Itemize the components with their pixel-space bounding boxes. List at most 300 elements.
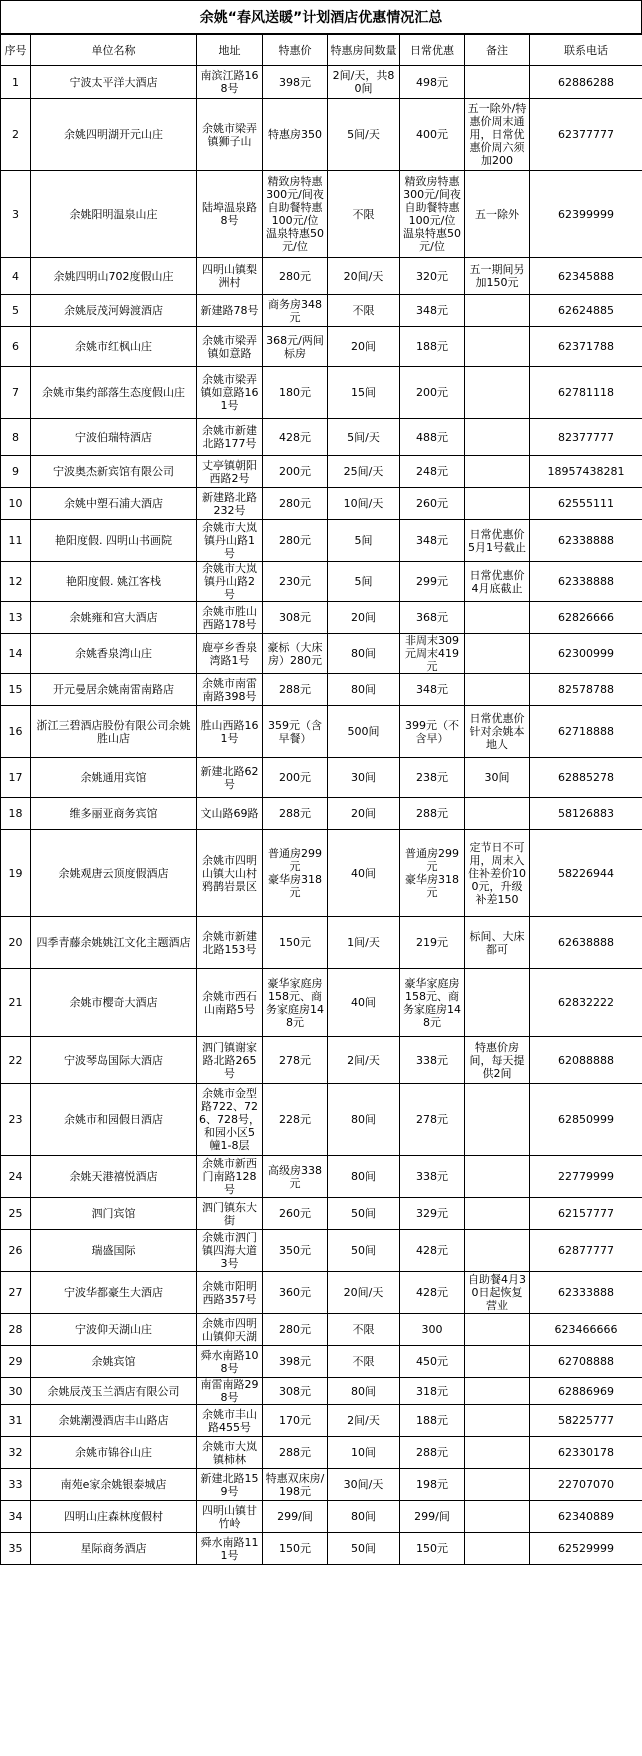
cell-remarks (465, 634, 530, 674)
cell-daily-discount: 豪华家庭房158元、商务家庭房148元 (400, 969, 465, 1037)
table-row (1, 1314, 642, 1346)
cell-room-count: 20间 (328, 602, 400, 634)
cell-address: 余姚市金型路722、726、728号，和园小区5幢1-8层 (197, 1084, 263, 1156)
cell-name: 宁波太平洋大酒店 (31, 66, 197, 99)
table-row (1, 1084, 642, 1156)
cell-phone: 62529999 (530, 1533, 642, 1565)
table-row (1, 1533, 642, 1565)
cell-special-price: 398元 (263, 1346, 328, 1378)
cell-index: 10 (1, 488, 31, 520)
cell-daily-discount: 精致房特惠300元/间夜 自助餐特惠100元/位 温泉特惠50元/位 (400, 171, 465, 258)
cell-remarks (465, 1405, 530, 1437)
cell-special-price: 398元 (263, 66, 328, 99)
cell-special-price: 150元 (263, 917, 328, 969)
cell-address: 新建北路62号 (197, 758, 263, 798)
cell-special-price: 260元 (263, 1198, 328, 1230)
table-row (1, 1346, 642, 1378)
header-cell-special-price: 特惠价 (263, 35, 328, 66)
cell-index: 31 (1, 1405, 31, 1437)
table-row (1, 419, 642, 456)
sheet-title: 余姚“春风送暖”计划酒店优惠情况汇总 (0, 0, 642, 34)
cell-phone: 62555111 (530, 488, 642, 520)
cell-index: 24 (1, 1156, 31, 1198)
cell-daily-discount: 198元 (400, 1469, 465, 1501)
cell-address: 余姚市西石山南路5号 (197, 969, 263, 1037)
cell-address: 余姚市新建北路177号 (197, 419, 263, 456)
cell-address: 余姚市梁弄镇如意路 (197, 327, 263, 367)
cell-room-count: 20间/天 (328, 258, 400, 295)
cell-remarks (465, 66, 530, 99)
cell-phone: 62832222 (530, 969, 642, 1037)
cell-name: 宁波琴岛国际大酒店 (31, 1037, 197, 1084)
cell-remarks (465, 1346, 530, 1378)
cell-daily-discount: 288元 (400, 1437, 465, 1469)
cell-daily-discount: 非周末309元周末419元 (400, 634, 465, 674)
header-cell-name: 单位名称 (31, 35, 197, 66)
cell-room-count: 50间 (328, 1230, 400, 1272)
cell-remarks (465, 1501, 530, 1533)
cell-special-price: 350元 (263, 1230, 328, 1272)
cell-special-price: 150元 (263, 1533, 328, 1565)
cell-index: 4 (1, 258, 31, 295)
cell-index: 18 (1, 798, 31, 830)
cell-index: 16 (1, 706, 31, 758)
cell-index: 15 (1, 674, 31, 706)
cell-phone: 58225777 (530, 1405, 642, 1437)
cell-daily-discount: 150元 (400, 1533, 465, 1565)
cell-name: 余姚阳明温泉山庄 (31, 171, 197, 258)
cell-remarks: 特惠价房间，每天提供2间 (465, 1037, 530, 1084)
cell-phone: 62850999 (530, 1084, 642, 1156)
cell-remarks (465, 1378, 530, 1405)
cell-daily-discount: 普通房299元 豪华房318元 (400, 830, 465, 917)
table-row (1, 171, 642, 258)
cell-address: 余姚市梁弄镇如意路161号 (197, 367, 263, 419)
cell-address: 余姚市四明山镇仰天湖 (197, 1314, 263, 1346)
cell-address: 丈亭镇朝阳西路2号 (197, 456, 263, 488)
cell-remarks (465, 969, 530, 1037)
cell-phone: 22707070 (530, 1469, 642, 1501)
cell-daily-discount: 300 (400, 1314, 465, 1346)
header-cell-remarks: 备注 (465, 35, 530, 66)
cell-name: 余姚市樱奇大酒店 (31, 969, 197, 1037)
cell-daily-discount: 450元 (400, 1346, 465, 1378)
cell-daily-discount: 338元 (400, 1156, 465, 1198)
cell-daily-discount: 348元 (400, 674, 465, 706)
cell-name: 余姚四明山702度假山庄 (31, 258, 197, 295)
cell-address: 四明山镇梨洲村 (197, 258, 263, 295)
cell-daily-discount: 338元 (400, 1037, 465, 1084)
cell-phone: 58226944 (530, 830, 642, 917)
cell-room-count: 不限 (328, 1346, 400, 1378)
cell-index: 3 (1, 171, 31, 258)
cell-index: 28 (1, 1314, 31, 1346)
cell-index: 27 (1, 1272, 31, 1314)
cell-room-count: 80间 (328, 1501, 400, 1533)
cell-name: 星际商务酒店 (31, 1533, 197, 1565)
cell-daily-discount: 498元 (400, 66, 465, 99)
cell-remarks: 日常优惠价5月1号截止 (465, 520, 530, 562)
cell-room-count: 2间/天，共80间 (328, 66, 400, 99)
cell-special-price: 360元 (263, 1272, 328, 1314)
cell-index: 8 (1, 419, 31, 456)
cell-name: 泗门宾馆 (31, 1198, 197, 1230)
cell-phone: 62638888 (530, 917, 642, 969)
cell-index: 7 (1, 367, 31, 419)
cell-name: 南苑e家余姚银泰城店 (31, 1469, 197, 1501)
cell-special-price: 230元 (263, 562, 328, 602)
cell-remarks: 五一除外/特惠价周末通用，日常优惠价周六须加200 (465, 99, 530, 171)
cell-phone: 62333888 (530, 1272, 642, 1314)
table-row (1, 258, 642, 295)
cell-special-price: 359元（含早餐） (263, 706, 328, 758)
cell-index: 1 (1, 66, 31, 99)
cell-index: 33 (1, 1469, 31, 1501)
cell-address: 舜水南路111号 (197, 1533, 263, 1565)
cell-phone: 62886969 (530, 1378, 642, 1405)
table-row (1, 1501, 642, 1533)
cell-remarks: 五一期间另加150元 (465, 258, 530, 295)
cell-name: 余姚潮漫酒店丰山路店 (31, 1405, 197, 1437)
cell-room-count: 30间 (328, 758, 400, 798)
cell-index: 12 (1, 562, 31, 602)
cell-phone: 62330178 (530, 1437, 642, 1469)
table-row (1, 99, 642, 171)
header-cell-daily-discount: 日常优惠 (400, 35, 465, 66)
cell-daily-discount: 428元 (400, 1230, 465, 1272)
cell-phone: 58126883 (530, 798, 642, 830)
cell-address: 新建北路159号 (197, 1469, 263, 1501)
cell-index: 35 (1, 1533, 31, 1565)
table-row (1, 830, 642, 917)
cell-remarks (465, 1469, 530, 1501)
cell-remarks (465, 419, 530, 456)
cell-address: 胜山西路161号 (197, 706, 263, 758)
cell-phone: 62088888 (530, 1037, 642, 1084)
table-row (1, 1437, 642, 1469)
cell-name: 余姚四明湖开元山庄 (31, 99, 197, 171)
cell-special-price: 288元 (263, 674, 328, 706)
cell-name: 维多丽亚商务宾馆 (31, 798, 197, 830)
cell-special-price: 299/间 (263, 1501, 328, 1533)
cell-special-price: 高级房338元 (263, 1156, 328, 1198)
cell-address: 余姚市南雷南路398号 (197, 674, 263, 706)
header-cell-phone: 联系电话 (530, 35, 642, 66)
cell-room-count: 1间/天 (328, 917, 400, 969)
cell-name: 余姚雍和宫大酒店 (31, 602, 197, 634)
cell-index: 23 (1, 1084, 31, 1156)
cell-address: 余姚市梁弄镇狮子山 (197, 99, 263, 171)
cell-index: 11 (1, 520, 31, 562)
cell-special-price: 商务房348元 (263, 295, 328, 327)
cell-room-count: 30间/天 (328, 1469, 400, 1501)
cell-remarks (465, 1314, 530, 1346)
cell-phone: 82377777 (530, 419, 642, 456)
cell-room-count: 40间 (328, 969, 400, 1037)
cell-room-count: 10间/天 (328, 488, 400, 520)
cell-remarks (465, 1084, 530, 1156)
cell-index: 26 (1, 1230, 31, 1272)
cell-phone: 62338888 (530, 562, 642, 602)
cell-special-price: 200元 (263, 456, 328, 488)
cell-address: 余姚市新建北路153号 (197, 917, 263, 969)
cell-room-count: 10间 (328, 1437, 400, 1469)
cell-room-count: 2间/天 (328, 1037, 400, 1084)
cell-address: 陆埠温泉路8号 (197, 171, 263, 258)
cell-special-price: 精致房特惠300元/间夜 自助餐特惠100元/位 温泉特惠50元/位 (263, 171, 328, 258)
cell-index: 9 (1, 456, 31, 488)
cell-remarks (465, 488, 530, 520)
cell-address: 余姚市丰山路455号 (197, 1405, 263, 1437)
cell-address: 余姚市新西门南路128号 (197, 1156, 263, 1198)
cell-address: 余姚市阳明西路357号 (197, 1272, 263, 1314)
cell-phone: 62624885 (530, 295, 642, 327)
cell-remarks: 定节日不可用，周末入住补差价100元，升级补差150 (465, 830, 530, 917)
cell-room-count: 2间/天 (328, 1405, 400, 1437)
cell-special-price: 豪标（大床房）280元 (263, 634, 328, 674)
header-cell-index: 序号 (1, 35, 31, 66)
cell-address: 余姚市泗门镇四海大道3号 (197, 1230, 263, 1272)
cell-room-count: 5间 (328, 562, 400, 602)
cell-index: 21 (1, 969, 31, 1037)
cell-phone: 62371788 (530, 327, 642, 367)
cell-name: 宁波华都豪生大酒店 (31, 1272, 197, 1314)
cell-phone: 62826666 (530, 602, 642, 634)
cell-index: 25 (1, 1198, 31, 1230)
cell-daily-discount: 488元 (400, 419, 465, 456)
cell-address: 泗门镇东大街 (197, 1198, 263, 1230)
cell-special-price: 288元 (263, 1437, 328, 1469)
cell-room-count: 80间 (328, 1156, 400, 1198)
cell-special-price: 228元 (263, 1084, 328, 1156)
cell-index: 6 (1, 327, 31, 367)
table-row (1, 520, 642, 562)
table-row (1, 674, 642, 706)
cell-daily-discount: 400元 (400, 99, 465, 171)
cell-daily-discount: 299/间 (400, 1501, 465, 1533)
cell-room-count: 80间 (328, 674, 400, 706)
cell-special-price: 180元 (263, 367, 328, 419)
cell-daily-discount: 299元 (400, 562, 465, 602)
cell-index: 17 (1, 758, 31, 798)
header-cell-address: 地址 (197, 35, 263, 66)
cell-phone: 22779999 (530, 1156, 642, 1198)
cell-special-price: 308元 (263, 602, 328, 634)
cell-room-count: 20间/天 (328, 1272, 400, 1314)
cell-address: 南雷南路298号 (197, 1378, 263, 1405)
cell-name: 余姚市集约部落生态度假山庄 (31, 367, 197, 419)
cell-name: 余姚宾馆 (31, 1346, 197, 1378)
cell-remarks (465, 1156, 530, 1198)
cell-phone: 62885278 (530, 758, 642, 798)
cell-remarks (465, 1230, 530, 1272)
table-row (1, 1230, 642, 1272)
cell-daily-discount: 260元 (400, 488, 465, 520)
table-row (1, 1378, 642, 1405)
header-cell-room-count: 特惠房间数量 (328, 35, 400, 66)
hotel-table (0, 34, 642, 1565)
cell-address: 余姚市胜山西路178号 (197, 602, 263, 634)
cell-room-count: 不限 (328, 295, 400, 327)
table-row (1, 969, 642, 1037)
cell-phone: 62708888 (530, 1346, 642, 1378)
header-row (1, 35, 642, 66)
cell-room-count: 不限 (328, 1314, 400, 1346)
cell-address: 四明山镇甘竹岭 (197, 1501, 263, 1533)
table-row (1, 634, 642, 674)
table-row (1, 1272, 642, 1314)
cell-address: 余姚市大岚镇丹山路1号 (197, 520, 263, 562)
table-row (1, 367, 642, 419)
cell-address: 新建路78号 (197, 295, 263, 327)
cell-daily-discount: 348元 (400, 520, 465, 562)
cell-special-price: 368元/两间标房 (263, 327, 328, 367)
cell-remarks (465, 367, 530, 419)
cell-name: 余姚通用宾馆 (31, 758, 197, 798)
cell-index: 22 (1, 1037, 31, 1084)
cell-special-price: 428元 (263, 419, 328, 456)
cell-name: 艳阳度假. 四明山书画院 (31, 520, 197, 562)
cell-remarks: 日常优惠价4月底截止 (465, 562, 530, 602)
table-row (1, 327, 642, 367)
cell-remarks (465, 1437, 530, 1469)
cell-remarks (465, 798, 530, 830)
cell-name: 宁波奥杰新宾馆有限公司 (31, 456, 197, 488)
cell-name: 余姚观唐云顶度假酒店 (31, 830, 197, 917)
table-row (1, 295, 642, 327)
table-row (1, 456, 642, 488)
cell-remarks: 日常优惠价针对余姚本地人 (465, 706, 530, 758)
cell-address: 余姚市四明山镇大山村鸦鹊岩景区 (197, 830, 263, 917)
cell-remarks (465, 295, 530, 327)
cell-name: 余姚市和园假日酒店 (31, 1084, 197, 1156)
cell-remarks (465, 602, 530, 634)
cell-address: 余姚市大岚镇柿林 (197, 1437, 263, 1469)
cell-room-count: 80间 (328, 1378, 400, 1405)
cell-remarks: 标间、大床都可 (465, 917, 530, 969)
cell-name: 四季青藤余姚姚江文化主题酒店 (31, 917, 197, 969)
cell-special-price: 普通房299元 豪华房318元 (263, 830, 328, 917)
cell-room-count: 15间 (328, 367, 400, 419)
cell-index: 5 (1, 295, 31, 327)
cell-address: 南滨江路168号 (197, 66, 263, 99)
cell-name: 余姚市红枫山庄 (31, 327, 197, 367)
cell-name: 艳阳度假. 姚江客栈 (31, 562, 197, 602)
cell-special-price: 278元 (263, 1037, 328, 1084)
table-row (1, 602, 642, 634)
cell-index: 13 (1, 602, 31, 634)
cell-special-price: 308元 (263, 1378, 328, 1405)
cell-remarks: 自助餐4月30日起恢复营业 (465, 1272, 530, 1314)
table-row (1, 798, 642, 830)
cell-address: 泗门镇谢家路北路265号 (197, 1037, 263, 1084)
cell-index: 2 (1, 99, 31, 171)
cell-special-price: 特惠房350 (263, 99, 328, 171)
cell-remarks (465, 327, 530, 367)
cell-phone: 62300999 (530, 634, 642, 674)
cell-phone: 62157777 (530, 1198, 642, 1230)
cell-special-price: 280元 (263, 520, 328, 562)
table-row (1, 1469, 642, 1501)
cell-remarks (465, 456, 530, 488)
cell-special-price: 200元 (263, 758, 328, 798)
cell-phone: 623466666 (530, 1314, 642, 1346)
cell-room-count: 不限 (328, 171, 400, 258)
cell-daily-discount: 329元 (400, 1198, 465, 1230)
cell-address: 舜水南路108号 (197, 1346, 263, 1378)
cell-phone: 62377777 (530, 99, 642, 171)
cell-name: 余姚中塑石浦大酒店 (31, 488, 197, 520)
cell-room-count: 25间/天 (328, 456, 400, 488)
cell-phone: 62781118 (530, 367, 642, 419)
cell-daily-discount: 248元 (400, 456, 465, 488)
table-row (1, 758, 642, 798)
cell-daily-discount: 368元 (400, 602, 465, 634)
cell-room-count: 5间/天 (328, 99, 400, 171)
cell-phone: 62345888 (530, 258, 642, 295)
cell-room-count: 50间 (328, 1533, 400, 1565)
table-row (1, 917, 642, 969)
cell-phone: 82578788 (530, 674, 642, 706)
cell-phone: 62877777 (530, 1230, 642, 1272)
cell-address: 鹿亭乡香泉湾路1号 (197, 634, 263, 674)
cell-daily-discount: 399元（不含早） (400, 706, 465, 758)
cell-address: 文山路69路 (197, 798, 263, 830)
cell-name: 余姚天港禧悦酒店 (31, 1156, 197, 1198)
cell-index: 32 (1, 1437, 31, 1469)
cell-remarks (465, 674, 530, 706)
cell-index: 30 (1, 1378, 31, 1405)
cell-name: 浙江三碧酒店股份有限公司余姚胜山店 (31, 706, 197, 758)
cell-phone: 62399999 (530, 171, 642, 258)
cell-index: 14 (1, 634, 31, 674)
table-row (1, 1156, 642, 1198)
cell-special-price: 280元 (263, 1314, 328, 1346)
table-row (1, 562, 642, 602)
cell-daily-discount: 288元 (400, 798, 465, 830)
cell-remarks: 五一除外 (465, 171, 530, 258)
cell-index: 34 (1, 1501, 31, 1533)
cell-phone: 18957438281 (530, 456, 642, 488)
cell-remarks: 30间 (465, 758, 530, 798)
cell-daily-discount: 188元 (400, 1405, 465, 1437)
cell-address: 新建路北路232号 (197, 488, 263, 520)
cell-room-count: 20间 (328, 327, 400, 367)
cell-remarks (465, 1533, 530, 1565)
cell-daily-discount: 320元 (400, 258, 465, 295)
cell-special-price: 280元 (263, 258, 328, 295)
cell-room-count: 500间 (328, 706, 400, 758)
table-row (1, 66, 642, 99)
cell-phone: 62718888 (530, 706, 642, 758)
cell-daily-discount: 238元 (400, 758, 465, 798)
cell-room-count: 80间 (328, 1084, 400, 1156)
cell-remarks (465, 1198, 530, 1230)
cell-room-count: 80间 (328, 634, 400, 674)
table-row (1, 1037, 642, 1084)
cell-daily-discount: 188元 (400, 327, 465, 367)
cell-daily-discount: 278元 (400, 1084, 465, 1156)
cell-daily-discount: 348元 (400, 295, 465, 327)
cell-daily-discount: 428元 (400, 1272, 465, 1314)
cell-daily-discount: 318元 (400, 1378, 465, 1405)
table-row (1, 1198, 642, 1230)
cell-special-price: 豪华家庭房158元、商务家庭房148元 (263, 969, 328, 1037)
cell-name: 四明山庄森林度假村 (31, 1501, 197, 1533)
cell-phone: 62338888 (530, 520, 642, 562)
cell-phone: 62886288 (530, 66, 642, 99)
cell-index: 29 (1, 1346, 31, 1378)
